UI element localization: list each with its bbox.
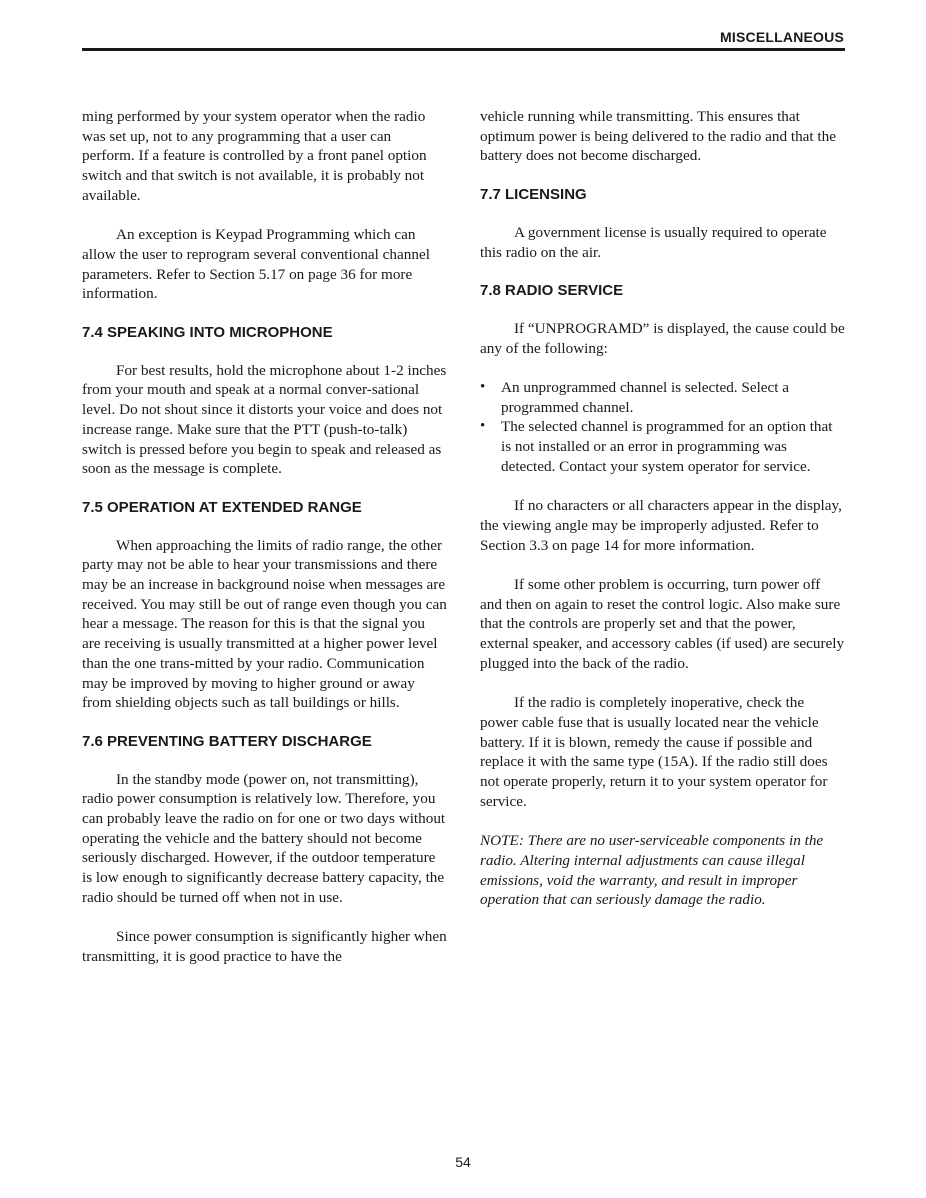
- paragraph: An exception is Keypad Programming which can allow the user to reprogram several conventional channel parameters. Refer to Section 5.17 on page 36 for more information.: [82, 226, 430, 303]
- left-column: [82, 107, 447, 986]
- paragraph: When approaching the limits of radio range, the other party may not be able to hear your transmissions and there may be an increase in background noise when messages are received. You may still be out of range even though you can hear a message. The reason for this is that the signal you are receiving is usually transmitted at a higher power level than the one trans-mitted by your radio. Communication may be improved by moving to higher ground or away from shielding objects such as tall buildings or hills.: [82, 536, 447, 712]
- paragraph: ming performed by your system operator when the radio was set up, not to any programming that a user can perform. If a feature is controlled by a front panel option switch and that switch is not available, it is probably not available.: [82, 108, 427, 204]
- list-item-text: The selected channel is programmed for an option that is not installed or an error in programming was detected. Contact your system operator for service.: [501, 418, 833, 475]
- paragraph: If the radio is completely inoperative, check the power cable fuse that is usually located near the vehicle battery. If it is blown, remedy the cause if possible and replace it with the same type (15A). If the radio still does not operate properly, return it to your system operator for service.: [480, 694, 828, 810]
- right-column: [480, 107, 845, 930]
- paragraph: vehicle running while transmitting. This ensures that optimum power is being delivered to the radio and that the battery does not become discharged.: [480, 108, 836, 165]
- bullet-list: [480, 378, 845, 477]
- list-item: [480, 378, 845, 417]
- section-heading-7-6: 7.6 PREVENTING BATTERY DISCHARGE: [82, 732, 372, 750]
- section-heading-7-5: 7.5 OPERATION AT EXTENDED RANGE: [82, 498, 362, 516]
- paragraph: Since power consumption is significantly higher when transmitting, it is good practice to have the: [82, 928, 447, 965]
- paragraph: In the standby mode (power on, not transmitting), radio power consumption is relatively low. Therefore, you can probably leave the radio on for one or two days without operating the vehicle and the battery should not become seriously discharged. However, if the outdoor temperature is low enough to significantly decrease battery capacity, the radio should be turned off when not in use.: [82, 770, 446, 906]
- header-rule: [82, 48, 845, 51]
- paragraph: For best results, hold the microphone about 1-2 inches from your mouth and speak at a normal conver-sational level. Do not shout since it distorts your voice and does not increase range. Make sure that the PTT (push-to-talk) switch is pressed before you begin to speak and released as soon as the message is complete.: [82, 361, 447, 478]
- bullet-icon: •: [480, 378, 486, 395]
- list-item-text: An unprogrammed channel is selected. Select a programmed channel.: [501, 378, 790, 416]
- paragraph: A government license is usually required to operate this radio on the air.: [480, 223, 827, 261]
- bullet-icon: •: [480, 418, 486, 435]
- note-paragraph: NOTE: There are no user-serviceable components in the radio. Altering internal adjustments can cause illegal emissions, void the warranty, and result in improper operation that can seriously damage the radio.: [480, 832, 824, 909]
- paragraph: If no characters or all characters appear in the display, the viewing angle may be improperly adjusted. Refer to Section 3.3 on page 14 for more information.: [480, 497, 842, 554]
- section-heading-7-4: 7.4 SPEAKING INTO MICROPHONE: [82, 323, 333, 341]
- section-heading-7-7: 7.7 LICENSING: [480, 185, 587, 203]
- page-number: 54: [455, 1154, 471, 1170]
- paragraph: If some other problem is occurring, turn power off and then on again to reset the control logic. Also make sure that the controls are properly set and that the power, external speaker, and accessory cables (if used) are securely plugged into the back of the radio.: [480, 575, 845, 672]
- list-item: [480, 417, 845, 476]
- running-head: MISCELLANEOUS: [720, 29, 844, 45]
- section-heading-7-8: 7.8 RADIO SERVICE: [480, 281, 624, 299]
- paragraph: If “UNPROGRAMD” is displayed, the cause could be any of the following:: [480, 319, 845, 357]
